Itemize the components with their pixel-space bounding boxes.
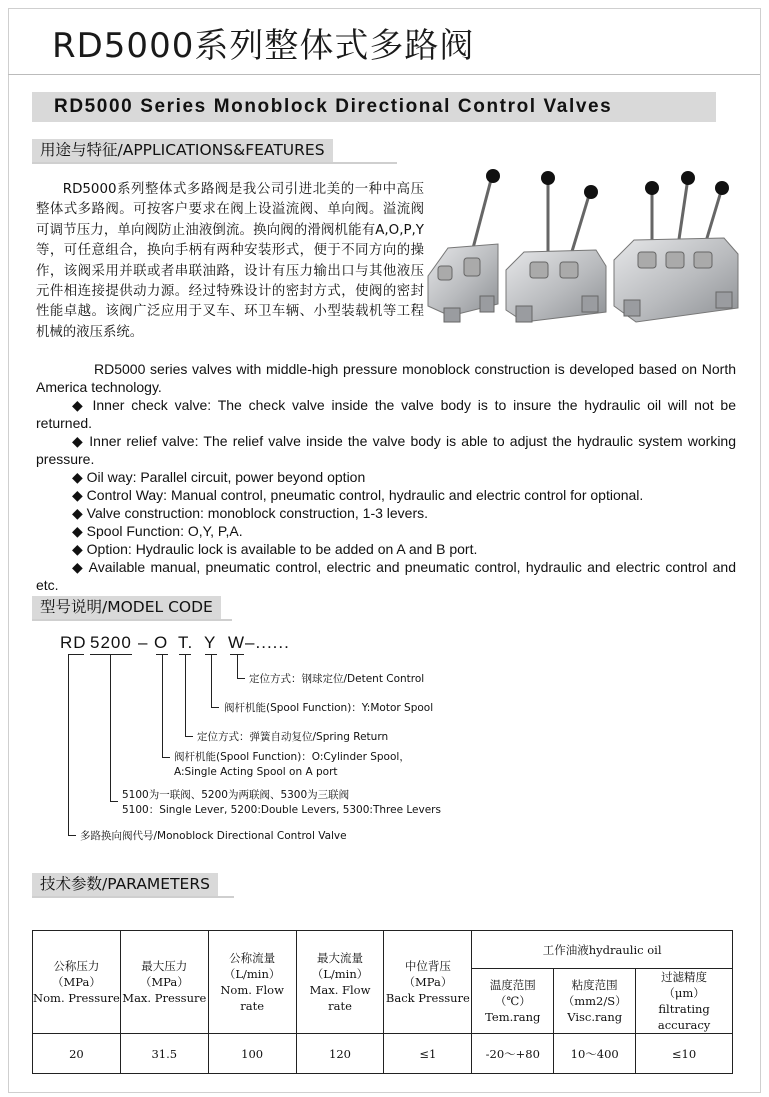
double-lever-valve-image <box>506 171 606 322</box>
section-underline <box>32 896 234 898</box>
callout-valve-code: 多路换向阀代号/Monoblock Directional Control Valve <box>80 830 347 842</box>
param-value: -20～+80 <box>472 1034 554 1074</box>
section-model-code: 型号说明/MODEL CODE <box>32 596 221 619</box>
triple-lever-valve-image <box>614 171 738 322</box>
param-value: 100 <box>208 1034 296 1074</box>
param-value: 31.5 <box>120 1034 208 1074</box>
valve-product-photos <box>420 166 742 336</box>
callout-single-acting: A:Single Acting Spool on A port <box>174 766 338 778</box>
hydraulic-oil-header: 工作油液hydraulic oil <box>472 931 733 969</box>
series-banner: RD5000 Series Monoblock Directional Control Valves <box>32 92 716 122</box>
callout-motor-spool: 阀杆机能(Spool Function)：Y:Motor Spool <box>224 702 434 714</box>
param-header: 公称流量 （L/min） Nom. Flow rate <box>208 931 296 1034</box>
code-part: 5200 <box>90 633 132 652</box>
code-part: O <box>154 633 169 652</box>
english-intro: RD5000 series valves with middle-high pressure monoblock construction is developed based on North America technology. <box>36 361 736 395</box>
param-value: 10～400 <box>554 1034 636 1074</box>
callout-levers-cn: 5100为一联阀、5200为两联阀、5300为三联阀 <box>122 789 350 801</box>
title-divider <box>8 74 760 75</box>
section-parameters: 技术参数/PARAMETERS <box>32 873 218 896</box>
param-header: 温度范围 （℃） Tem.rang <box>472 969 554 1034</box>
code-part: RD <box>60 633 87 652</box>
parameters-table <box>32 930 733 1074</box>
feature-item: ◆ Valve construction: monoblock construction, 1-3 levers. <box>72 505 429 521</box>
page-title: RD5000系列整体式多路阀 <box>52 26 475 66</box>
param-header: 过滤精度 （μm） filtrating accuracy <box>636 969 733 1034</box>
feature-item: ◆ Option: Hydraulic lock is available to be added on A and B port. <box>72 541 478 557</box>
feature-item: ◆ Control Way: Manual control, pneumatic control, hydraulic and electric control for optional. <box>72 487 644 503</box>
param-header: 公称压力 （MPa） Nom. Pressure <box>33 931 121 1034</box>
table-row <box>33 1034 733 1074</box>
chinese-description: RD5000系列整体式多路阀是我公司引进北美的一种中高压整体式多路阀。可按客户要求在阀上设溢流阀、单向阀。溢流阀可调节压力，单向阀防止油液倒流。换向阀的滑阀机能有A,O,P,Y等，可任意组合，换向手柄有两种安装形式，便于不同方向的操作，该阀采用并联或者串联油路，设计有压力输出口与其他液压元件相连接提供动力源。经过特殊设计的密封方式，使阀的密封性能卓越。该阀广泛应用于叉车、环卫车辆、小型装载机等工程机械的液压系统。 <box>36 182 424 340</box>
code-part: Y <box>204 633 217 652</box>
callout-levers-en: 5100：Single Lever, 5200:Double Levers, 5300:Three Levers <box>122 804 441 816</box>
param-value: ≤1 <box>384 1034 472 1074</box>
code-part: W–...... <box>228 633 290 652</box>
code-part: – <box>138 633 149 652</box>
feature-item: ◆ Inner relief valve: The relief valve inside the valve body is able to adjust the hydraulic system working pressure. <box>36 433 736 467</box>
callout-cylinder-spool: 阀杆机能(Spool Function)：O:Cylinder Spool， <box>174 751 410 763</box>
param-header: 最大压力 （MPa） Max. Pressure <box>120 931 208 1034</box>
feature-item: ◆ Spool Function: O,Y, P,A. <box>72 523 243 539</box>
param-value: 20 <box>33 1034 121 1074</box>
table-header-row <box>33 931 733 969</box>
callout-detent: 定位方式：钢球定位/Detent Control <box>249 673 425 685</box>
param-value: ≤10 <box>636 1034 733 1074</box>
param-header: 中位背压 （MPa） Back Pressure <box>384 931 472 1034</box>
section-underline <box>32 619 232 621</box>
param-header: 粘度范围 （mm2/S） Visc.rang <box>554 969 636 1034</box>
feature-item: ◆ Available manual, pneumatic control, electric and pneumatic control, hydraulic and electric control and etc. <box>36 559 736 593</box>
callout-spring-return: 定位方式：弹簧自动复位/Spring Return <box>197 731 389 743</box>
param-header: 最大流量 （L/min） Max. Flow rate <box>296 931 384 1034</box>
feature-item: ◆ Inner check valve: The check valve inside the valve body is to insure the hydraulic oil will not be returned. <box>36 397 737 431</box>
section-applications: 用途与特征/APPLICATIONS&FEATURES <box>32 139 333 162</box>
single-lever-valve-image <box>428 169 500 322</box>
section-underline <box>32 162 397 164</box>
param-value: 120 <box>296 1034 384 1074</box>
feature-item: ◆ Oil way: Parallel circuit, power beyond option <box>72 469 366 485</box>
code-part: T. <box>178 633 194 652</box>
